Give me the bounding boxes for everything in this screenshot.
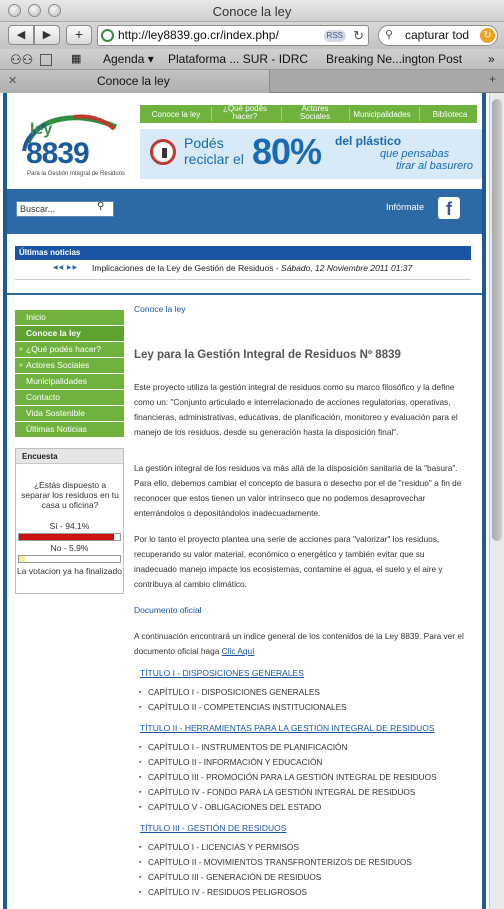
toc-list-2 xyxy=(139,740,437,815)
banner-line1: Podés xyxy=(184,135,224,151)
bookmark-breaking-news[interactable]: Breaking Ne...ington Post xyxy=(326,52,463,66)
toc-chapter: ▪ CAPÍTULO I - LICENCIAS Y PERMISOS xyxy=(139,840,412,855)
menu-item-contacto[interactable] xyxy=(15,390,124,406)
article-paragraph-1: Este proyecto utiliza la gestión integral de residuos como su marco filosófico y la define como un: "Conjunto articulado e interrelacionado de acciones regulatorias, operativas, financieras, administrativas, educativas, de planificación, monitoreo y evaluación para el manejo de los residuos, desde su generación hasta la disposición final". xyxy=(134,382,458,437)
site-search-bar xyxy=(7,189,482,234)
reload-icon[interactable]: ↻ xyxy=(353,28,364,43)
toc-chapter: ▪ CAPÍTULO II - MOVIMIENTOS TRANSFRONTERIZOS DE RESIDUOS xyxy=(139,855,412,870)
facebook-icon[interactable]: f xyxy=(438,197,460,219)
back-button[interactable]: ◀ xyxy=(8,25,34,45)
nav-que-podes-hacer[interactable]: ¿Qué podés hacer? xyxy=(222,104,268,121)
breadcrumb[interactable]: Conoce la ley xyxy=(134,304,186,314)
menu-item-label: Vida Sostenible xyxy=(26,408,85,418)
toc-titulo-3[interactable]: TÍTULO III - GESTIÓN DE RESIDUOS xyxy=(140,823,287,833)
toc-titulo-1[interactable]: TÍTULO I - DISPOSICIONES GENERALES xyxy=(140,668,304,678)
vertical-scrollbar[interactable] xyxy=(489,93,504,909)
rss-icon[interactable]: RSS xyxy=(324,30,346,42)
menu-item-municipalidades[interactable] xyxy=(15,374,124,390)
side-menu xyxy=(15,310,124,438)
documento-oficial-link[interactable]: Documento oficial xyxy=(134,605,202,615)
menu-item-inicio[interactable] xyxy=(15,310,124,326)
nav-separator xyxy=(419,107,420,121)
toc-chapter: ▪ CAPÍTULO IV - FONDO PARA LA GESTIÓN INTEGRAL DE RESIDUOS xyxy=(139,785,437,800)
poll-widget xyxy=(15,448,124,594)
nav-biblioteca[interactable]: Biblioteca xyxy=(432,110,468,119)
clic-aqui-link[interactable]: Clic Aquí xyxy=(221,646,255,656)
search-field-text: capturar tod xyxy=(405,28,470,42)
nav-actores-sociales[interactable]: Actores Sociales xyxy=(299,104,331,121)
page-title: Ley para la Gestión Integral de Residuos Nº 8839 xyxy=(134,349,401,361)
tab-close-icon[interactable]: ✕ xyxy=(8,75,18,87)
informate-label: Infórmate xyxy=(386,202,425,212)
poll-fill-yes xyxy=(19,534,114,540)
logo-ley-text: ley xyxy=(30,121,53,138)
poll-bar-no xyxy=(18,555,121,563)
menu-item-label: Contacto xyxy=(26,392,61,402)
site-logo[interactable] xyxy=(10,101,130,186)
bookmarks-grid-icon[interactable]: ▦ xyxy=(71,53,81,65)
tab-bar xyxy=(0,70,504,93)
search-field[interactable] xyxy=(378,25,498,46)
toc-chapter: ▪ CAPÍTULO III - GENERACIÓN DE RESIDUOS xyxy=(139,870,412,885)
search-icon: ⚲ xyxy=(385,29,394,41)
toc-list-1 xyxy=(139,685,347,715)
poll-bar-yes xyxy=(18,533,121,541)
menu-item-label: Últimas Noticias xyxy=(26,424,87,434)
toc-chapter: ▪ CAPÍTULO I - DISPOSICIONES GENERALES xyxy=(139,685,347,700)
banner-tail2: que pensabas xyxy=(380,148,450,160)
url-text: http://ley8839.go.cr/index.php/ xyxy=(118,28,279,42)
menu-item-label: Actores Sociales xyxy=(26,360,90,370)
search-go-icon[interactable]: ↻ xyxy=(480,28,495,43)
add-bookmark-button[interactable]: + xyxy=(66,25,92,45)
poll-heading: Encuesta xyxy=(16,449,123,464)
window-title: Conoce la ley xyxy=(212,4,292,19)
forward-button[interactable]: ▶ xyxy=(34,25,60,45)
browser-toolbar xyxy=(0,22,504,49)
poll-fill-no xyxy=(19,556,25,562)
news-item-title[interactable]: Implicaciones de la Ley de Gestión de Residuos xyxy=(92,263,274,273)
main-nav xyxy=(140,105,477,123)
top-sites-icon[interactable] xyxy=(40,54,52,66)
chevron-right-icon: » xyxy=(19,346,23,353)
site-favicon-icon xyxy=(101,29,114,42)
tab-conoce-la-ley[interactable] xyxy=(0,70,270,93)
poll-question: ¿Estás dispuesto a separar los residuos en tu casa u oficina? xyxy=(21,480,119,510)
poll-ended-text: La votacion ya ha finalizado xyxy=(17,566,122,576)
banner-tail1: del plástico xyxy=(335,134,402,148)
nav-conoce-la-ley[interactable]: Conoce la ley xyxy=(151,110,201,119)
menu-item-conoce-la-ley[interactable] xyxy=(15,326,124,342)
new-tab-icon[interactable]: + xyxy=(488,72,496,86)
chevron-right-icon: » xyxy=(19,362,23,369)
menu-item-label: ¿Qué podés hacer? xyxy=(26,344,102,354)
news-item-date: Sábado, 12 Noviembre 2011 01:37 xyxy=(281,263,413,273)
page-viewport xyxy=(0,93,504,909)
banner-line2: reciclar el xyxy=(184,151,244,167)
scrollbar-thumb[interactable] xyxy=(492,99,502,541)
no-trash-icon xyxy=(150,139,176,165)
reading-list-icon[interactable]: ⚇⚇ xyxy=(10,52,34,67)
recycling-banner[interactable] xyxy=(140,129,482,179)
content-divider xyxy=(7,293,482,295)
article-paragraph-2: La gestión integral de los residuos va más allá de la disposición sanitaria de la "basura". Para ello, debemos cambiar el concepto de basura o desecho por el de "residuo" a fin de reconocer que estos tienen un valor intrínseco que no podemos desaprovechar enterrándolos o depositándolos inadecuadamente. xyxy=(134,463,462,518)
bookmarks-overflow-icon[interactable]: » xyxy=(488,52,495,66)
nav-separator xyxy=(281,107,282,121)
menu-item-label: Conoce la ley xyxy=(26,328,81,338)
bookmark-plataforma[interactable]: Plataforma ... SUR - IDRC xyxy=(168,52,309,66)
nav-separator xyxy=(211,107,212,121)
toc-chapter: ▪ CAPÍTULO I - INSTRUMENTOS DE PLANIFICACIÓN xyxy=(139,740,437,755)
news-item[interactable]: Implicaciones de la Ley de Gestión de Residuos - Sábado, 12 Noviembre 2011 01:37 xyxy=(92,263,413,273)
toc-chapter: ▪ CAPÍTULO II - INFORMACIÓN Y EDUCACIÓN xyxy=(139,755,437,770)
menu-item-actores-sociales[interactable] xyxy=(15,358,124,374)
banner-tail3: tirar al basurero xyxy=(396,160,474,172)
menu-item-label: Inicio xyxy=(26,312,46,322)
menu-item-que-podes-hacer[interactable] xyxy=(15,342,124,358)
window-titlebar xyxy=(0,0,504,22)
article xyxy=(134,304,472,897)
logo-number: 8839 xyxy=(26,137,89,170)
menu-item-label: Municipalidades xyxy=(26,376,87,386)
article-paragraph-4 xyxy=(134,629,467,659)
news-arrows-icon[interactable]: ◀◀ ▶▶ xyxy=(53,265,79,271)
site-search-input[interactable]: Buscar... xyxy=(16,201,114,217)
news-ticker xyxy=(7,243,482,283)
magnifier-icon[interactable]: ⚲ xyxy=(97,201,105,212)
poll-option-yes: Sí - 94.1% xyxy=(49,521,90,531)
poll-option-no: No - 5.9% xyxy=(50,543,89,553)
bookmark-agenda[interactable]: Agenda ▾ xyxy=(103,52,154,66)
toc-chapter: ▪ CAPÍTULO II - COMPETENCIAS INSTITUCIONALES xyxy=(139,700,347,715)
tab-label: Conoce la ley xyxy=(97,74,170,88)
logo-subtitle: Para la Gestión Integral de Residuos xyxy=(27,171,126,177)
page-border-right xyxy=(482,93,486,909)
address-bar[interactable] xyxy=(97,25,369,46)
nav-municipalidades[interactable]: Municipalidades xyxy=(353,110,411,119)
toc-chapter: ▪ CAPÍTULO IV - RESIDUOS PELIGROSOS xyxy=(139,885,412,900)
article-paragraph-4-text: A continuación encontrará un indice general de los contenidos de la Ley 8839. Para ver el documento oficial haga xyxy=(134,631,464,656)
toc-titulo-2[interactable]: TÍTULO II - HERRAMIENTAS PARA LA GESTIÓN INTEGRAL DE RESIDUOS xyxy=(140,723,435,733)
news-divider xyxy=(15,279,471,280)
news-heading: Últimas noticias xyxy=(15,246,471,260)
menu-item-vida-sostenible[interactable] xyxy=(15,406,124,422)
banner-percent: 80% xyxy=(252,131,322,172)
toc-chapter: ▪ CAPÍTULO III - PROMOCIÓN PARA LA GESTIÓN INTEGRAL DE RESIDUOS xyxy=(139,770,437,785)
menu-item-ultimas-noticias[interactable] xyxy=(15,422,124,438)
toc-chapter: ▪ CAPÍTULO V - OBLIGACIONES DEL ESTADO xyxy=(139,800,437,815)
toc-list-3 xyxy=(139,840,412,900)
article-paragraph-3: Por lo tanto el proyecto plantea una serie de acciones para "valorizar" los residuos, recuperando su valor material, económico o energético y también evitar que su inadecuado manejo impacte los ecosistemas, contamine el agua, el suelo y el aire y contribuya al cambio climático. xyxy=(134,534,443,589)
bookmarks-bar xyxy=(0,49,504,70)
